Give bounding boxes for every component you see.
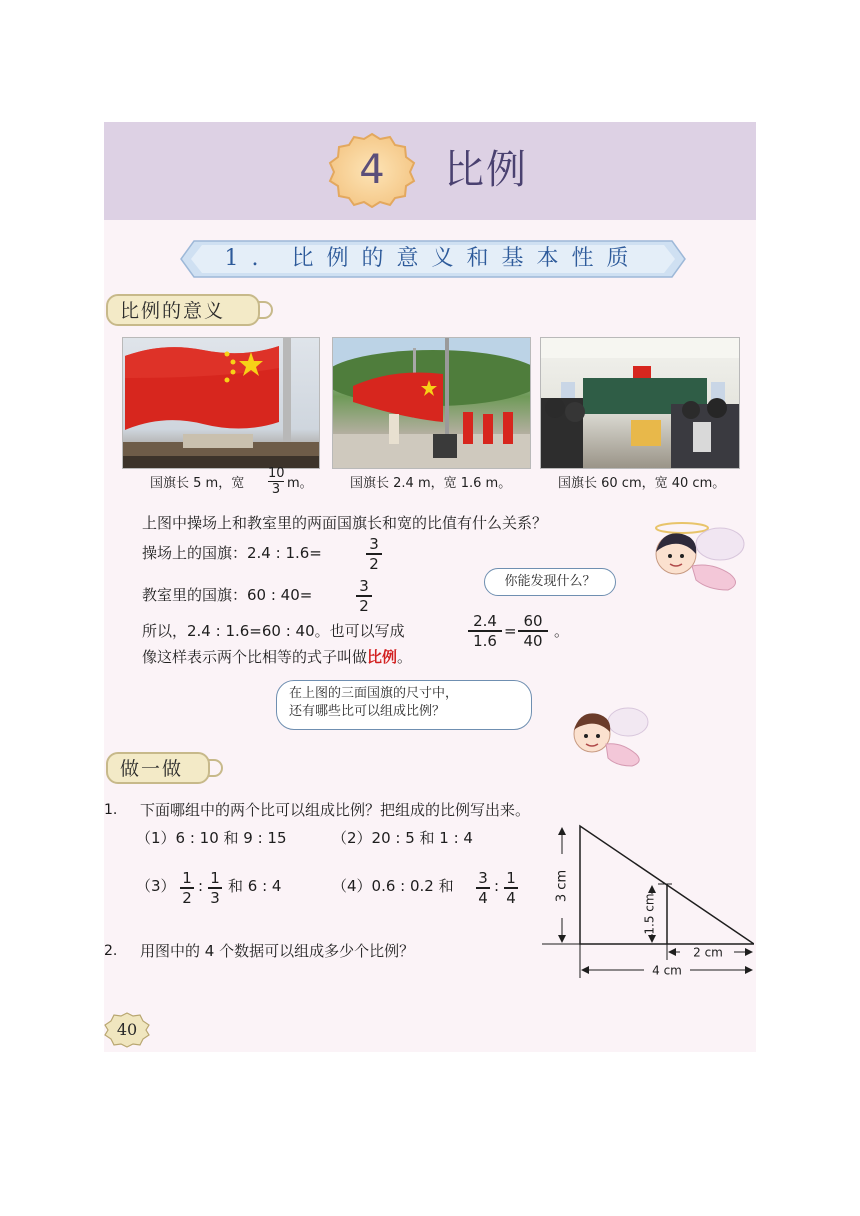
caption-photo-1: 国旗长 5 m，宽 bbox=[150, 476, 245, 491]
height-label: 3 cm bbox=[554, 869, 570, 903]
photo-flag-playground bbox=[332, 337, 531, 469]
caption-1-fraction bbox=[268, 467, 284, 496]
fraction-numerator: 3 bbox=[478, 869, 488, 887]
fraction-denominator: 2 bbox=[369, 554, 379, 573]
page-number-badge bbox=[104, 1012, 150, 1048]
exercise-1-part-3-rest: 和 6 : 4 bbox=[228, 877, 282, 895]
classroom-ratio-text: 教室里的国旗：60 : 40= bbox=[142, 586, 313, 604]
exercise-1-number: 1. bbox=[104, 802, 118, 818]
fraction-numerator: 1 bbox=[182, 869, 192, 887]
definition-end: 。 bbox=[397, 648, 413, 666]
conclusion-text: 所以，2.4 : 1.6=60 : 40。也可以写成 bbox=[142, 622, 405, 640]
exercise-2-text: 用图中的 4 个数据可以组成多少个比例？ bbox=[140, 942, 415, 960]
textbook-page bbox=[104, 122, 756, 1052]
exercise-1-part-2: （2）20 : 5 和 1 : 4 bbox=[332, 829, 473, 847]
fraction-numerator: 1 bbox=[210, 869, 220, 887]
exercise-2-number: 2. bbox=[104, 943, 118, 959]
conclusion-fraction-right bbox=[518, 613, 548, 649]
definition-prefix: 像这样表示两个比相等的式子叫做 bbox=[142, 648, 368, 666]
tag-tail-decoration bbox=[259, 301, 273, 319]
playground-fraction bbox=[366, 536, 382, 572]
inner-width-label: 2 cm bbox=[693, 945, 723, 960]
triangle-diagram bbox=[540, 820, 754, 980]
fraction-numerator: 3 bbox=[359, 577, 369, 595]
photo-flag-classroom bbox=[540, 337, 740, 469]
playground-ratio-text: 操场上的国旗：2.4 : 1.6= bbox=[142, 544, 322, 562]
fraction-numerator: 60 bbox=[523, 612, 543, 630]
exercise-1-part-1: （1）6 : 10 和 9 : 15 bbox=[136, 829, 287, 847]
fraction-denominator: 1.6 bbox=[473, 631, 497, 650]
caption-1-unit: m。 bbox=[287, 476, 313, 491]
fraction-numerator: 1 bbox=[506, 869, 516, 887]
equals-sign: = bbox=[504, 622, 517, 640]
ratio-colon: : bbox=[494, 877, 500, 895]
part-4-fraction-right bbox=[504, 870, 518, 906]
definition-text bbox=[142, 646, 412, 668]
fraction-denominator: 3 bbox=[271, 482, 281, 497]
part-3-fraction-left bbox=[180, 870, 194, 906]
inner-height-label: 1.5 cm bbox=[642, 893, 657, 935]
topic-tag-practice: 做一做 bbox=[106, 752, 210, 784]
definition-term: 比例 bbox=[367, 648, 398, 666]
fraction-denominator: 3 bbox=[210, 888, 220, 907]
conclusion-fraction-left bbox=[468, 613, 502, 649]
photo-flag-square bbox=[122, 337, 320, 469]
fraction-numerator: 3 bbox=[369, 535, 379, 553]
fraction-denominator: 4 bbox=[506, 888, 516, 907]
section-banner bbox=[180, 240, 686, 278]
exercise-1-part-3-label: （3） bbox=[136, 877, 176, 895]
topic-tag-meaning: 比例的意义 bbox=[106, 294, 260, 326]
exercise-1-part-4-label: （4）0.6 : 0.2 和 bbox=[332, 877, 454, 895]
ratio-colon: : bbox=[198, 877, 204, 895]
chapter-number-badge bbox=[328, 132, 416, 208]
chapter-title: 比例 bbox=[444, 147, 528, 193]
fraction-denominator: 2 bbox=[359, 596, 369, 615]
caption-photo-2: 国旗长 2.4 m，宽 1.6 m。 bbox=[350, 476, 512, 491]
tag-tail-decoration bbox=[209, 759, 223, 777]
speech-bubble-question bbox=[276, 680, 532, 730]
angel-boy-illustration bbox=[550, 700, 650, 770]
base-label: 4 cm bbox=[652, 963, 682, 978]
exercise-1-text: 下面哪组中的两个比可以组成比例？把组成的比例写出来。 bbox=[140, 801, 531, 819]
angel-girl-illustration bbox=[612, 514, 752, 596]
part-3-fraction-right bbox=[208, 870, 222, 906]
caption-photo-3: 国旗长 60 cm，宽 40 cm。 bbox=[558, 476, 726, 491]
question-text: 上图中操场上和教室里的两面国旗长和宽的比值有什么关系？ bbox=[142, 514, 548, 532]
section-title: 1. 比例的意义和基本性质 bbox=[224, 246, 642, 271]
page-number: 40 bbox=[116, 1020, 138, 1039]
speech-bubble-discover: 你能发现什么？ bbox=[484, 568, 616, 596]
chapter-header bbox=[104, 122, 756, 220]
conclusion-period: 。 bbox=[554, 622, 570, 640]
fraction-numerator: 10 bbox=[268, 466, 285, 481]
classroom-fraction bbox=[356, 578, 372, 614]
fraction-denominator: 40 bbox=[523, 631, 543, 650]
part-4-fraction-left bbox=[476, 870, 490, 906]
fraction-denominator: 2 bbox=[182, 888, 192, 907]
fraction-denominator: 4 bbox=[478, 888, 488, 907]
bubble-line-1: 在上图的三面国旗的尺寸中， bbox=[289, 686, 459, 701]
chapter-number: 4 bbox=[359, 147, 385, 193]
fraction-numerator: 2.4 bbox=[473, 612, 497, 630]
bubble-line-2: 还有哪些比可以组成比例？ bbox=[289, 704, 446, 719]
